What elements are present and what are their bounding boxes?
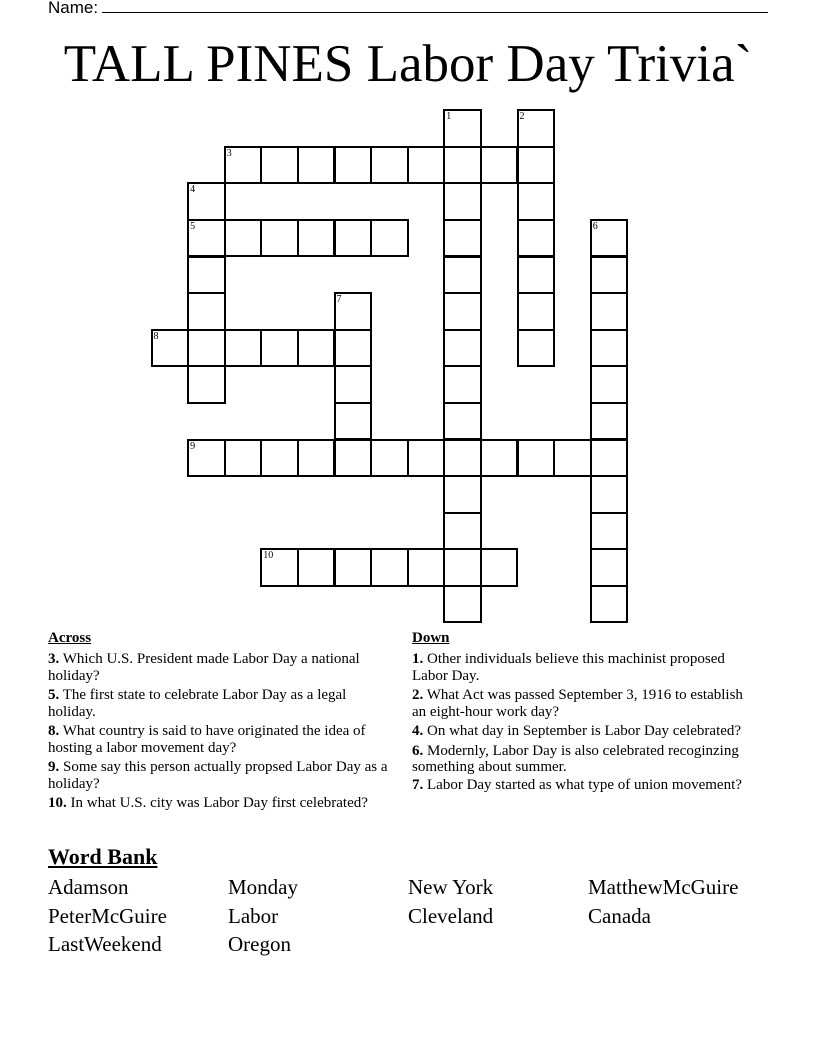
crossword-cell[interactable] [590, 292, 629, 331]
clue-text: What Act was passed September 3, 1916 to establish an eight-hour work day? [412, 687, 743, 720]
crossword-cell[interactable] [407, 548, 446, 587]
word-bank-item: PeterMcGuire [48, 903, 167, 928]
crossword-cell[interactable] [187, 182, 226, 221]
word-bank-item: MatthewMcGuire [588, 875, 739, 899]
clue-text: The first state to celebrate Labor Day as a legal holiday. [48, 687, 347, 720]
word-bank-item: Monday [228, 875, 298, 899]
crossword-cell[interactable] [443, 256, 482, 295]
down-clues [412, 629, 752, 796]
clue-number-label: 4 [190, 184, 196, 196]
clue-text: Other individuals believe this machinist proposed Labor Day. [412, 651, 725, 684]
crossword-cell[interactable] [187, 439, 226, 478]
clue-across-3 [48, 651, 388, 684]
crossword-cell[interactable] [224, 439, 263, 478]
clue-number: 3. [48, 651, 60, 667]
crossword-cell[interactable] [407, 146, 446, 185]
crossword-cell[interactable] [443, 439, 482, 478]
crossword-cell[interactable] [334, 292, 373, 331]
clue-number-label: 9 [190, 440, 196, 452]
clue-down-6 [412, 743, 752, 776]
crossword-cell[interactable] [443, 475, 482, 514]
across-clues [48, 629, 388, 815]
word-bank-item: Oregon [228, 932, 291, 956]
crossword-cell[interactable] [443, 329, 482, 368]
crossword-cell[interactable] [297, 439, 336, 478]
clue-number: 9. [48, 759, 60, 775]
crossword-cell[interactable] [334, 365, 373, 404]
crossword-cell[interactable] [590, 256, 629, 295]
crossword-cell[interactable] [517, 182, 556, 221]
clue-number: 10. [48, 795, 67, 811]
clue-number: 4. [412, 723, 424, 739]
crossword-cell[interactable] [187, 329, 226, 368]
crossword-cell[interactable] [260, 329, 299, 368]
clue-number: 7. [412, 776, 424, 793]
clue-number-label: 5 [190, 220, 196, 232]
crossword-cell[interactable] [297, 548, 336, 587]
crossword-cell[interactable] [334, 146, 373, 185]
crossword-cell[interactable] [187, 292, 226, 331]
crossword-cell[interactable] [553, 439, 592, 478]
clue-text: Labor Day started as what type of union movement? [423, 776, 742, 793]
clue-number-label: 3 [226, 147, 232, 159]
crossword-cell[interactable] [590, 548, 629, 587]
crossword-cell[interactable] [590, 402, 629, 441]
clue-text: What country is said to have originated the idea of hosting a labor movement day? [48, 723, 366, 756]
crossword-cell[interactable] [187, 256, 226, 295]
crossword-cell[interactable] [370, 219, 409, 258]
clue-number-label: 10 [263, 550, 274, 562]
clue-text: Modernly, Labor Day is also celebrated recoginzing something about summer. [412, 742, 739, 775]
crossword-cell[interactable] [443, 402, 482, 441]
crossword-cell[interactable] [480, 146, 519, 185]
crossword-cell[interactable] [590, 439, 629, 478]
crossword-cell[interactable] [590, 365, 629, 404]
crossword-cell[interactable] [297, 219, 336, 258]
crossword-cell[interactable] [517, 329, 556, 368]
clue-number: 1. [412, 651, 424, 667]
clue-number-label: 8 [153, 330, 159, 342]
crossword-cell[interactable] [334, 439, 373, 478]
clue-text: In what U.S. city was Labor Day first celebrated? [66, 795, 368, 811]
clue-number: 5. [48, 687, 60, 703]
clue-down-7 [412, 777, 752, 794]
crossword-cell[interactable] [480, 439, 519, 478]
crossword-cell[interactable] [443, 512, 482, 551]
crossword-cell[interactable] [443, 365, 482, 404]
crossword-cell[interactable] [517, 109, 556, 148]
word-bank-item: Cleveland [408, 903, 494, 928]
word-bank-heading: Word Bank [48, 844, 158, 869]
crossword-cell[interactable] [334, 219, 373, 258]
crossword-cell[interactable] [260, 146, 299, 185]
crossword-cell[interactable] [590, 329, 629, 368]
clue-number: 2. [412, 687, 424, 703]
word-bank-item: Adamson [48, 875, 129, 899]
crossword-cell[interactable] [590, 219, 629, 258]
clue-across-5 [48, 687, 388, 720]
crossword-cell[interactable] [443, 109, 482, 148]
crossword-cell[interactable] [187, 365, 226, 404]
clue-down-4 [412, 723, 752, 740]
page-title: TALL PINES Labor Day Trivia` [63, 35, 753, 93]
crossword-cell[interactable] [224, 329, 263, 368]
clue-across-8 [48, 723, 388, 756]
crossword-cell[interactable] [590, 475, 629, 514]
crossword-cell[interactable] [370, 146, 409, 185]
crossword-cell[interactable] [443, 292, 482, 331]
crossword-cell[interactable] [260, 219, 299, 258]
crossword-cell[interactable] [443, 146, 482, 185]
crossword-cell[interactable] [590, 585, 629, 624]
crossword-cell[interactable] [443, 182, 482, 221]
word-bank-item: New York [408, 875, 494, 899]
down-heading: Down [412, 630, 450, 646]
crossword-cell[interactable] [334, 329, 373, 368]
crossword-cell[interactable] [443, 585, 482, 624]
crossword-cell[interactable] [370, 439, 409, 478]
clue-text: Some say this person actually propsed Labor Day as a holiday? [48, 759, 388, 792]
crossword-cell[interactable] [590, 512, 629, 551]
crossword-cell[interactable] [260, 548, 299, 587]
clue-number: 8. [48, 723, 60, 739]
clue-number-label: 6 [592, 220, 598, 232]
clue-across-9 [48, 759, 388, 792]
clue-number-label: 7 [336, 294, 342, 306]
crossword-cell[interactable] [480, 548, 519, 587]
word-bank-item: Labor [228, 903, 279, 928]
across-heading: Across [48, 630, 92, 646]
crossword-cell[interactable] [517, 439, 556, 478]
name-label: Name: [48, 0, 99, 17]
clue-number: 6. [412, 742, 424, 759]
crossword-cell[interactable] [517, 256, 556, 295]
crossword-cell[interactable] [297, 146, 336, 185]
clue-text: Which U.S. President made Labor Day a national holiday? [48, 651, 360, 684]
crossword-cell[interactable] [443, 219, 482, 258]
crossword-cell[interactable] [407, 439, 446, 478]
crossword-cell[interactable] [517, 219, 556, 258]
clue-number-label: 2 [519, 111, 525, 123]
crossword-cell[interactable] [260, 439, 299, 478]
crossword-cell[interactable] [224, 146, 263, 185]
crossword-cell[interactable] [151, 329, 190, 368]
crossword-cell[interactable] [334, 402, 373, 441]
crossword-cell[interactable] [517, 146, 556, 185]
clue-text: On what day in September is Labor Day celebrated? [423, 723, 742, 739]
word-bank [48, 843, 788, 959]
crossword-cell[interactable] [187, 219, 226, 258]
crossword-cell[interactable] [297, 329, 336, 368]
clue-across-10 [48, 795, 388, 812]
crossword-cell[interactable] [334, 548, 373, 587]
clue-down-1 [412, 651, 752, 684]
word-bank-item: Canada [588, 903, 651, 928]
clue-down-2 [412, 687, 752, 720]
crossword-cell[interactable] [370, 548, 409, 587]
crossword-cell[interactable] [517, 292, 556, 331]
word-bank-item: LastWeekend [48, 932, 162, 956]
crossword-cell[interactable] [443, 548, 482, 587]
clue-number-label: 1 [446, 111, 452, 123]
crossword-cell[interactable] [224, 219, 263, 258]
